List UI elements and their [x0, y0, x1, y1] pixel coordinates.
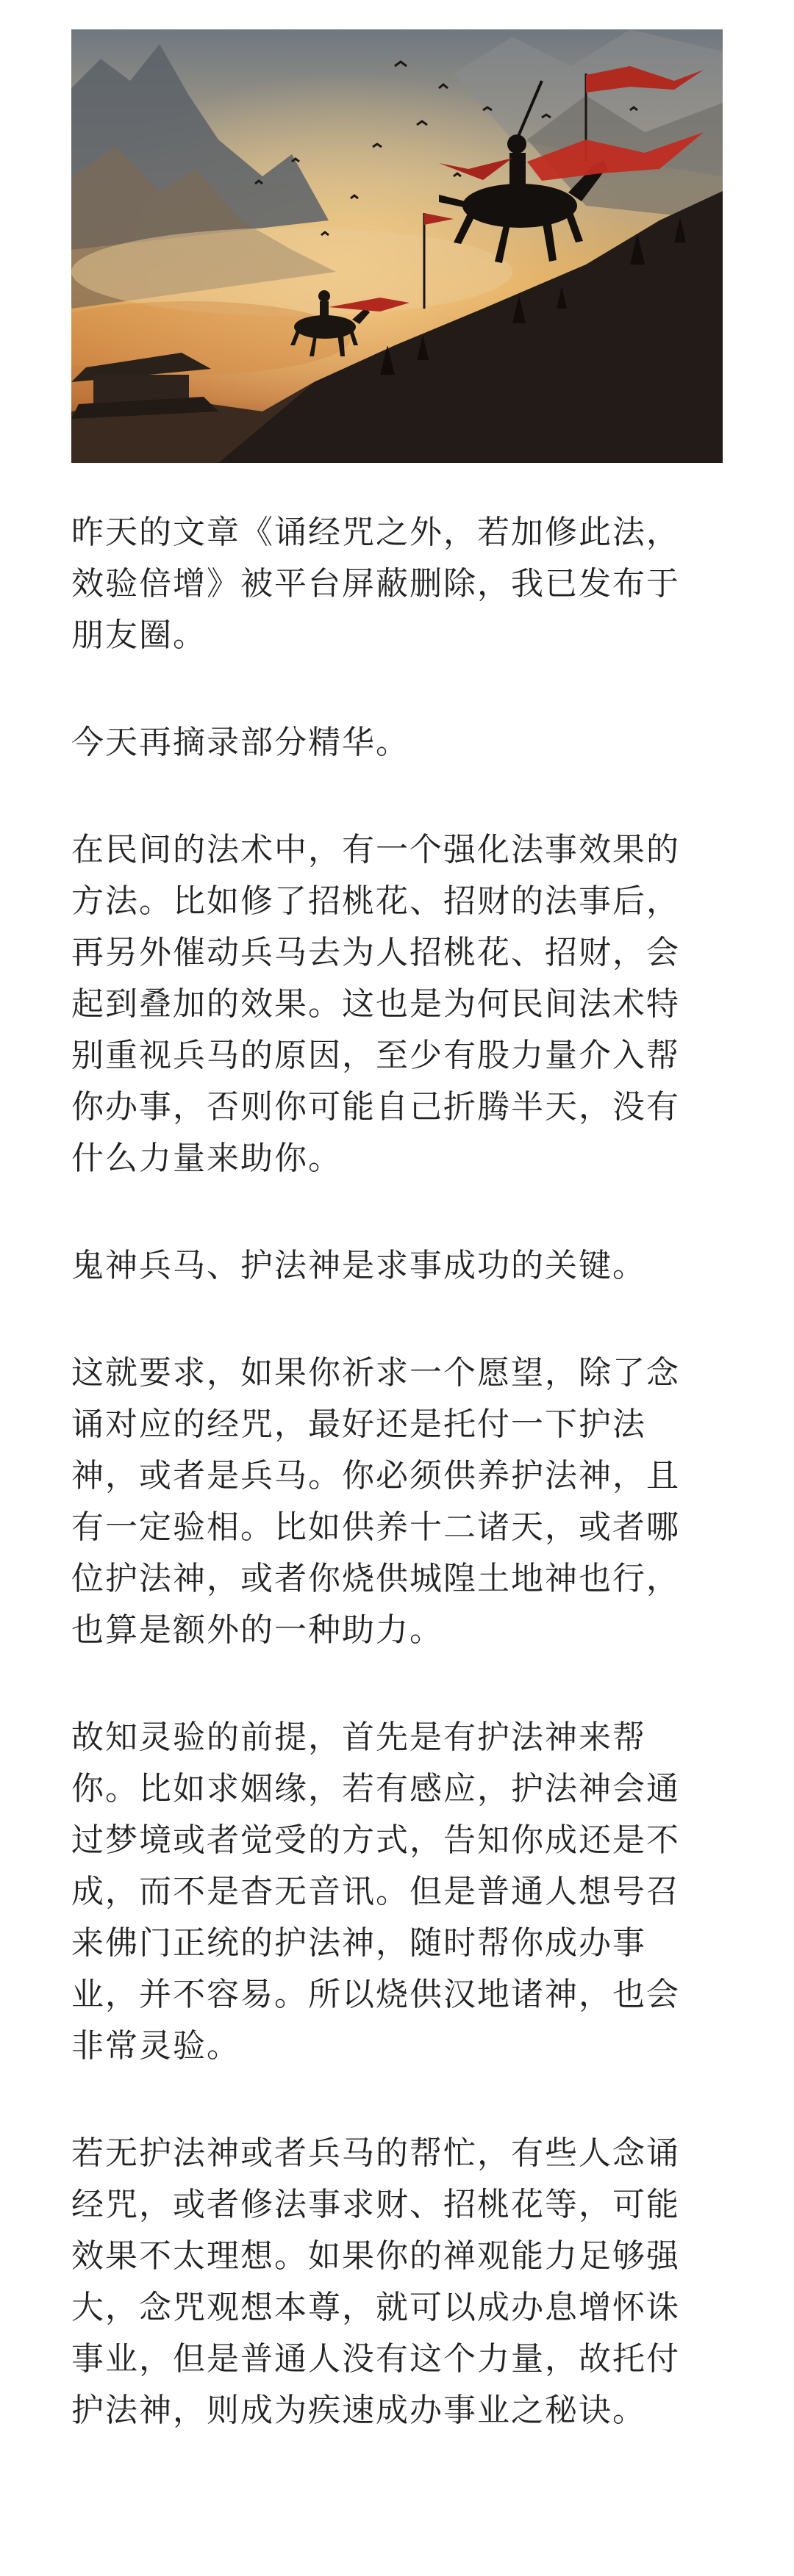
ink-painting-horsemen: [71, 29, 723, 463]
paragraph-5: 这就要求，如果你祈求一个愿望，除了念 诵对应的经咒，最好还是托付一下护法 神，或者是兵马。你必须供养护法神，且 有一定验相。比如供养十二诸天，或者哪 位护法神，或者你烧供城隍土地神也行， 也算是额外的一种助力。: [71, 1354, 680, 1649]
paragraph-3: 在民间的法术中，有一个强化法事效果的 方法。比如修了招桃花、招财的法事后， 再另外催动兵马去为人招桃花、招财，会 起到叠加的效果。这也是为何民间法术特 别重视兵马的原因，至少有股力量介入帮 你办事，否则你可能自己折腾半天，没有 什么力量来助你。: [71, 831, 680, 1177]
paragraph-2: 今天再摘录部分精华。: [71, 724, 409, 761]
article-body: [71, 507, 723, 2492]
paragraph-1: 昨天的文章《诵经咒之外，若加修此法， 效验倍增》被平台屏蔽删除，我已发布于 朋友圈。: [71, 514, 680, 654]
paragraph-7: 若无护法神或者兵马的帮忙，有些人念诵 经咒，或者修法事求财、招桃花等，可能 效果不太理想。如果你的禅观能力足够强 大，念咒观想本尊，就可以成办息增怀诛 事业，但是普通人没有这个力量，故托付 护法神，则成为疾速成办事业之秘诀。: [71, 2134, 680, 2429]
paragraph-4: 鬼神兵马、护法神是求事成功的关键。: [71, 1247, 646, 1284]
hero-illustration: [71, 29, 723, 463]
paragraph-6: 故知灵验的前提，首先是有护法神来帮 你。比如求姻缘，若有感应，护法神会通 过梦境或者觉受的方式，告知你成还是不 成，而不是杳无音讯。但是普通人想号召 来佛门正统的护法神，随时帮你成办事 业，并不容易。所以烧供汉地诸神，也会 非常灵验。: [71, 1719, 680, 2065]
